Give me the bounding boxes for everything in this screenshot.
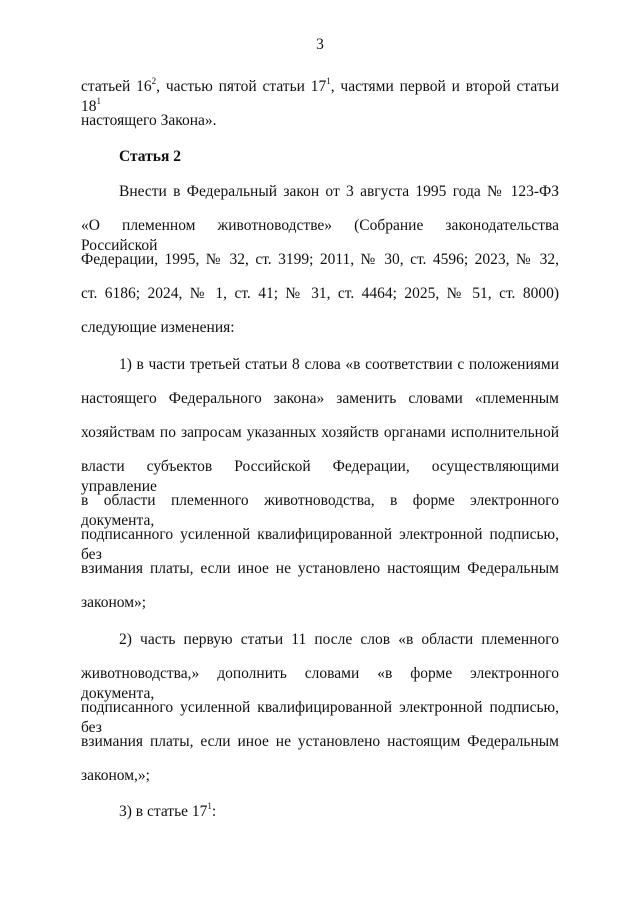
page-number: 3	[316, 36, 324, 53]
superscript: 1	[207, 800, 212, 811]
text-segment: статьей 16	[81, 78, 152, 95]
text-line: подписанного усиленной квалифицированной электронной подписью, без	[81, 699, 559, 736]
article-heading: Статья 2	[119, 148, 181, 165]
text-segment: 3) в статье 17	[119, 803, 208, 820]
text-line: Внести в Федеральный закон от 3 августа 1995 года № 123-ФЗ	[119, 183, 559, 200]
text-line: законом»;	[81, 594, 147, 611]
text-segment: :	[211, 803, 217, 820]
superscript: 1	[326, 75, 331, 86]
text-line: настоящего Закона».	[81, 112, 217, 129]
text-line	[119, 802, 216, 822]
text-line: настоящего Федерального закона» заменить словами «племенным	[81, 390, 559, 407]
text-line: «О племенном животноводстве» (Собрание законодательства Российской	[81, 217, 559, 254]
text-line: хозяйствам по запросам указанных хозяйств органами исполнительной	[81, 424, 559, 441]
text-line: ст. 6186; 2024, № 1, ст. 41; № 31, ст. 4464; 2025, № 51, ст. 8000)	[81, 285, 559, 302]
text-line: власти субъектов Российской Федерации, осуществляющими управление	[81, 458, 559, 495]
superscript: 1	[96, 95, 101, 106]
text-line: подписанного усиленной квалифицированной электронной подписью, без	[81, 526, 559, 563]
superscript: 2	[151, 75, 157, 86]
text-line: в области племенного животноводства, в форме электронного документа,	[81, 492, 559, 529]
text-line: взимания платы, если иное не установлено настоящим Федеральным	[81, 560, 559, 577]
text-line: 1) в части третьей статьи 8 слова «в соответствии с положениями	[119, 356, 559, 373]
text-segment: , частью пятой статьи 17	[156, 78, 327, 95]
text-line: следующие изменения:	[81, 319, 235, 336]
text-segment: , частями первой и второй статьи 18	[81, 78, 560, 115]
text-line: взимания платы, если иное не установлено настоящим Федеральным	[81, 733, 559, 750]
text-line: 2) часть первую статьи 11 после слов «в области племенного	[119, 631, 559, 648]
text-line: Федерации, 1995, № 32, ст. 3199; 2011, № 30, ст. 4596; 2023, № 32,	[81, 251, 559, 268]
text-line: животноводства,» дополнить словами «в форме электронного документа,	[81, 665, 559, 702]
text-line: законом,»;	[81, 767, 150, 784]
